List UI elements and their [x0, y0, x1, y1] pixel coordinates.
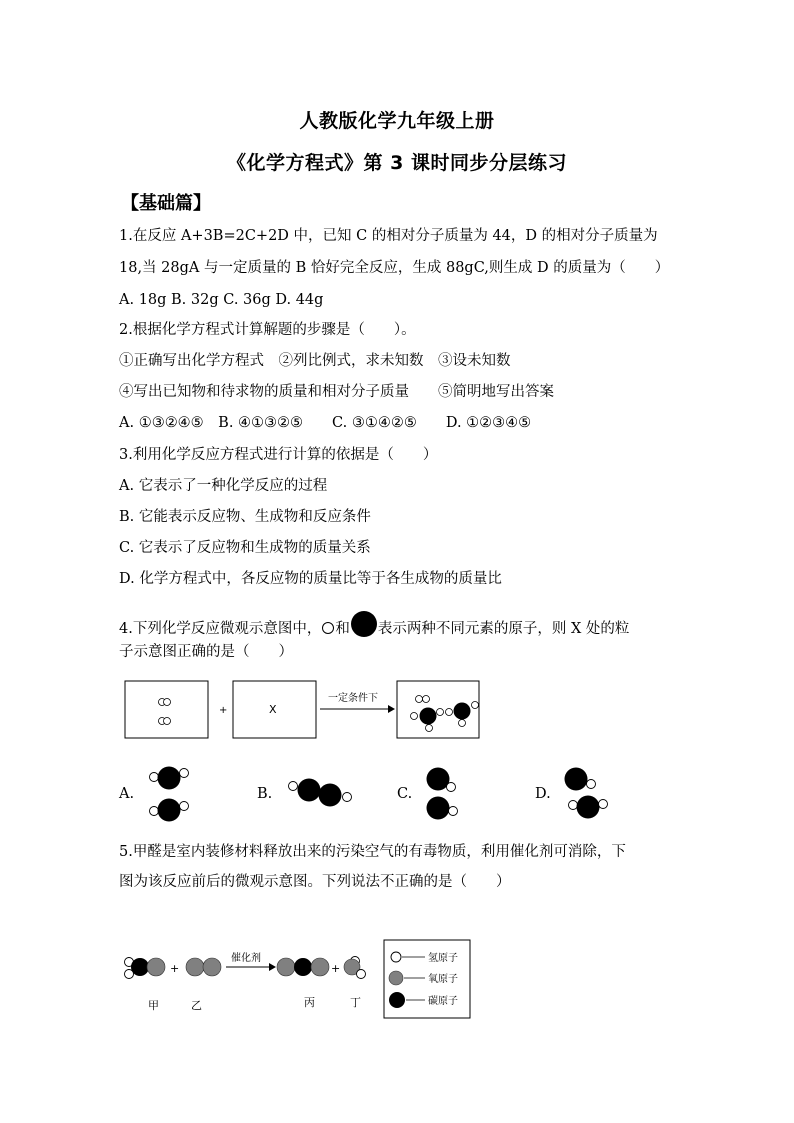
white-atom-icon	[449, 807, 458, 816]
gray-atom-icon	[186, 958, 204, 976]
black-atom-icon	[565, 768, 588, 791]
q5-stem-line2: 图为该反应前后的微观示意图。下列说法不正确的是（ ）	[119, 874, 511, 890]
q3-option-d: D. 化学方程式中，各反应物的质量比等于各生成物的质量比	[119, 571, 502, 587]
q4-stem-post: 表示两种不同元素的原子，则 X 处的粒	[377, 621, 630, 637]
legend-hydrogen-label: 氢原子	[428, 953, 458, 964]
q1-stem-line1: 1.在反应 A+3B=2C+2D 中，已知 C 的相对分子质量为 44，D 的相对分子质量为	[119, 228, 658, 244]
white-atom-icon	[587, 780, 596, 789]
label-bing: 丙	[304, 996, 315, 1009]
arrow-head-icon	[269, 963, 276, 971]
q3-option-b: B. 它能表示反应物、生成物和反应条件	[119, 509, 371, 525]
carbon-atom-icon	[389, 992, 405, 1008]
document-title: 人教版化学九年级上册	[299, 110, 495, 132]
q5-stem-line1: 5.甲醛是室内装修材料释放出来的污染空气的有毒物质，利用催化剂可消除，下	[119, 844, 626, 860]
white-atom-icon	[150, 807, 159, 816]
white-atom-icon	[472, 702, 479, 709]
q2-stem: 2.根据化学方程式计算解题的步骤是（ ）。	[119, 322, 416, 338]
white-atom-icon	[180, 769, 189, 778]
black-atom-icon	[294, 958, 312, 976]
arrow-condition-label: 一定条件下	[328, 693, 378, 704]
white-atom-icon	[569, 801, 578, 810]
black-atom-icon	[319, 784, 342, 807]
black-atom-icon	[298, 779, 321, 802]
white-atom-icon	[459, 720, 466, 727]
q3-option-a: A. 它表示了一种化学反应的过程	[119, 478, 328, 494]
gray-atom-icon	[277, 958, 295, 976]
q2-steps-line2: ④写出已知物和待求物的质量和相对分子质量 ⑤简明地写出答案	[119, 384, 554, 400]
white-atom-icon	[150, 773, 159, 782]
label-ding: 丁	[350, 996, 361, 1009]
legend-carbon-label: 碳原子	[428, 996, 458, 1007]
oxygen-atom-icon	[389, 971, 403, 985]
q1-options: A. 18g B. 32g C. 36g D. 44g	[119, 292, 324, 308]
white-atom-icon	[343, 793, 352, 802]
q2-options: A. ①③②④⑤ B. ④①③②⑤ C. ③①④②⑤ D. ①②③④⑤	[119, 415, 532, 431]
document-subtitle: 《化学方程式》第 3 课时同步分层练习	[227, 152, 567, 174]
white-atom-icon	[164, 699, 171, 706]
white-atom-icon	[180, 802, 189, 811]
reactant-box-1	[125, 681, 208, 738]
white-atom-icon	[426, 725, 433, 732]
arrow-head-icon	[388, 705, 395, 713]
white-atom-icon	[437, 709, 444, 716]
white-atom-icon	[289, 782, 298, 791]
q4-stem-mid: 和	[335, 621, 350, 637]
black-atom-icon	[454, 703, 471, 720]
q2-steps-line1: ①正确写出化学方程式 ②列比例式，求未知数 ③设未知数	[119, 353, 511, 369]
q4-stem-pre: 4.下列化学反应微观示意图中，	[119, 621, 322, 637]
white-atom-icon	[447, 783, 456, 792]
white-atom-icon	[411, 713, 418, 720]
white-atom-icon	[416, 696, 423, 703]
plus-sign: +	[331, 962, 341, 975]
black-atom-icon	[577, 796, 600, 819]
q1-stem-line2: 18,当 28gA 与一定质量的 B 恰好完全反应，生成 88gC,则生成 D 的质量为（ ）	[119, 260, 670, 276]
label-jia: 甲	[148, 999, 159, 1012]
q4-option-a: A.	[119, 786, 135, 802]
black-atom-icon	[420, 708, 437, 725]
gray-atom-icon	[147, 958, 165, 976]
plus-sign: +	[219, 705, 228, 716]
q3-stem: 3.利用化学反应方程式进行计算的依据是（ ）	[119, 447, 438, 463]
gray-atom-icon	[311, 958, 329, 976]
q4-stem-line2: 子示意图正确的是（ ）	[119, 644, 293, 660]
white-atom-icon	[357, 970, 366, 979]
plus-sign: +	[170, 962, 180, 975]
hydrogen-atom-icon	[391, 952, 401, 962]
q3-option-c: C. 它表示了反应物和生成物的质量关系	[119, 540, 371, 556]
x-label: X	[269, 703, 277, 716]
white-atom-icon	[164, 718, 171, 725]
white-atom-icon	[446, 709, 453, 716]
black-atom-icon	[427, 768, 450, 791]
gray-atom-icon	[203, 958, 221, 976]
q4-option-d: D.	[535, 786, 551, 802]
white-atom-icon	[423, 696, 430, 703]
section-heading: 【基础篇】	[121, 193, 211, 214]
catalyst-label: 催化剂	[231, 953, 261, 964]
legend-oxygen-label: 氧原子	[428, 974, 458, 985]
white-atom-icon	[599, 800, 608, 809]
black-atom-icon	[427, 797, 450, 820]
q4-option-b: B.	[257, 786, 273, 802]
q4-option-c: C.	[397, 786, 413, 802]
label-yi: 乙	[191, 999, 202, 1012]
black-atom-icon	[158, 799, 181, 822]
black-atom-icon	[158, 767, 181, 790]
white-atom-icon	[125, 970, 134, 979]
